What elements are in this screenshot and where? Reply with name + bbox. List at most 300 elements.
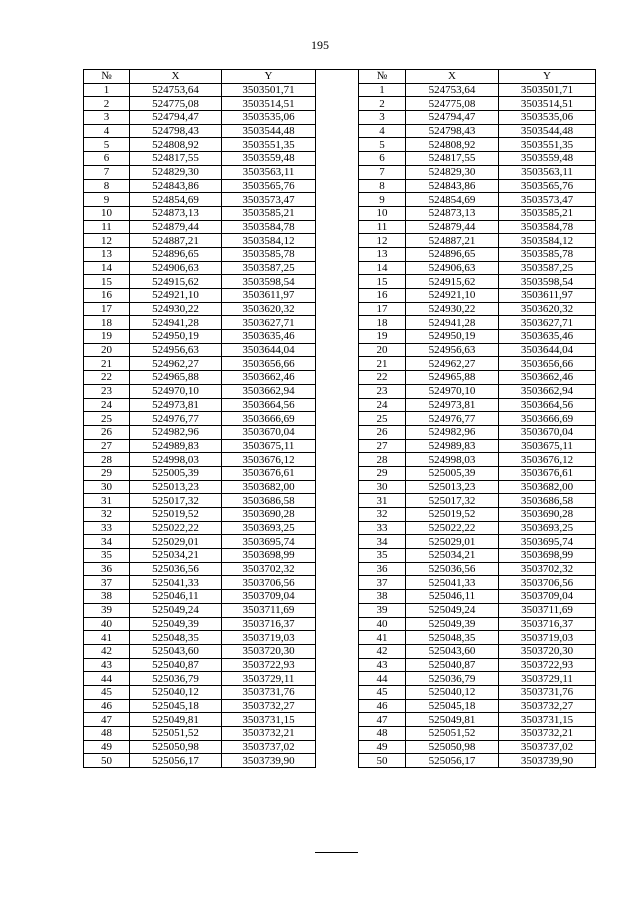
y-cell: 3503666,69 [222, 412, 316, 426]
table-row [359, 740, 596, 754]
x-cell: 525046,11 [130, 590, 222, 604]
x-cell: 524982,96 [406, 425, 499, 439]
x-cell: 525034,21 [130, 549, 222, 563]
y-cell: 3503732,27 [222, 699, 316, 713]
y-cell: 3503695,74 [222, 535, 316, 549]
y-cell: 3503585,78 [222, 247, 316, 261]
table-row [84, 234, 316, 248]
y-cell: 3503565,76 [222, 179, 316, 193]
number-cell: 39 [84, 603, 130, 617]
number-cell: 44 [84, 672, 130, 686]
x-cell: 525040,87 [130, 658, 222, 672]
table-row [359, 494, 596, 508]
x-cell: 524941,28 [130, 316, 222, 330]
table-row [359, 412, 596, 426]
y-cell: 3503731,15 [222, 713, 316, 727]
number-cell: 3 [359, 111, 406, 125]
y-cell: 3503559,48 [222, 152, 316, 166]
table-row [359, 97, 596, 111]
number-cell: 10 [84, 206, 130, 220]
x-cell: 524817,55 [406, 152, 499, 166]
x-cell: 525019,52 [130, 508, 222, 522]
table-row [359, 480, 596, 494]
y-cell: 3503585,78 [499, 247, 596, 261]
table-row [359, 124, 596, 138]
x-cell: 524896,65 [130, 247, 222, 261]
x-cell: 524854,69 [406, 193, 499, 207]
y-cell: 3503693,25 [222, 521, 316, 535]
y-cell: 3503670,04 [499, 425, 596, 439]
y-cell: 3503676,61 [222, 466, 316, 480]
table-gap [315, 69, 358, 853]
number-cell: 6 [84, 152, 130, 166]
x-cell: 525049,24 [130, 603, 222, 617]
x-cell: 525019,52 [406, 508, 499, 522]
x-cell: 525034,21 [406, 549, 499, 563]
y-cell: 3503676,61 [499, 466, 596, 480]
x-cell: 524798,43 [130, 124, 222, 138]
x-cell: 524817,55 [130, 152, 222, 166]
table-row [359, 138, 596, 152]
header-number: № [84, 70, 130, 84]
table-row [359, 179, 596, 193]
y-cell: 3503627,71 [222, 316, 316, 330]
x-cell: 524829,30 [406, 165, 499, 179]
number-cell: 31 [359, 494, 406, 508]
table-row [359, 521, 596, 535]
x-cell: 525050,98 [406, 740, 499, 754]
y-cell: 3503666,69 [499, 412, 596, 426]
y-cell: 3503731,76 [222, 685, 316, 699]
table-row [84, 247, 316, 261]
y-cell: 3503722,93 [222, 658, 316, 672]
y-cell: 3503732,21 [499, 727, 596, 741]
x-cell: 525029,01 [406, 535, 499, 549]
table-row [84, 152, 316, 166]
x-cell: 524962,27 [406, 357, 499, 371]
table-row [84, 398, 316, 412]
x-cell: 525005,39 [406, 466, 499, 480]
x-cell: 525056,17 [130, 754, 222, 768]
table-row [84, 740, 316, 754]
table-row [84, 494, 316, 508]
number-cell: 35 [84, 549, 130, 563]
y-cell: 3503690,28 [499, 508, 596, 522]
number-cell: 1 [359, 83, 406, 97]
x-cell: 524973,81 [406, 398, 499, 412]
number-cell: 50 [359, 754, 406, 768]
x-cell: 525046,11 [406, 590, 499, 604]
x-cell: 525051,52 [406, 727, 499, 741]
number-cell: 28 [84, 453, 130, 467]
number-cell: 31 [84, 494, 130, 508]
x-cell: 525036,56 [130, 562, 222, 576]
y-cell: 3503711,69 [222, 603, 316, 617]
number-cell: 15 [359, 275, 406, 289]
x-cell: 525041,33 [406, 576, 499, 590]
x-cell: 524873,13 [406, 206, 499, 220]
y-cell: 3503682,00 [499, 480, 596, 494]
x-cell: 525045,18 [406, 699, 499, 713]
number-cell: 8 [84, 179, 130, 193]
table-row [84, 384, 316, 398]
x-cell: 525043,60 [130, 644, 222, 658]
table-row [359, 727, 596, 741]
table-row [84, 412, 316, 426]
x-cell: 524854,69 [130, 193, 222, 207]
table-row [84, 508, 316, 522]
table-row [84, 83, 316, 97]
y-cell: 3503635,46 [499, 330, 596, 344]
x-cell: 524808,92 [406, 138, 499, 152]
x-cell: 524950,19 [406, 330, 499, 344]
number-cell: 36 [359, 562, 406, 576]
table-row [84, 576, 316, 590]
number-cell: 25 [359, 412, 406, 426]
number-cell: 2 [359, 97, 406, 111]
x-cell: 525013,23 [406, 480, 499, 494]
number-cell: 42 [84, 644, 130, 658]
x-cell: 525049,81 [406, 713, 499, 727]
y-cell: 3503585,21 [222, 206, 316, 220]
table-row [84, 330, 316, 344]
number-cell: 32 [359, 508, 406, 522]
table-row [359, 165, 596, 179]
table-row [359, 193, 596, 207]
x-cell: 524915,62 [406, 275, 499, 289]
number-cell: 19 [84, 330, 130, 344]
table-row [84, 617, 316, 631]
x-cell: 524906,63 [406, 261, 499, 275]
table-row [359, 234, 596, 248]
number-cell: 13 [84, 247, 130, 261]
number-cell: 23 [84, 384, 130, 398]
x-cell: 524843,86 [406, 179, 499, 193]
number-cell: 43 [359, 658, 406, 672]
header-y: Y [499, 70, 596, 84]
y-cell: 3503731,76 [499, 685, 596, 699]
table-row [84, 549, 316, 563]
table-row [359, 330, 596, 344]
x-cell: 524930,22 [406, 302, 499, 316]
y-cell: 3503627,71 [499, 316, 596, 330]
table-row [84, 480, 316, 494]
table-row [359, 603, 596, 617]
x-cell: 525017,32 [130, 494, 222, 508]
y-cell: 3503662,94 [499, 384, 596, 398]
x-cell: 525049,81 [130, 713, 222, 727]
x-cell: 525040,87 [406, 658, 499, 672]
y-cell: 3503585,21 [499, 206, 596, 220]
table-row [84, 357, 316, 371]
x-cell: 524879,44 [406, 220, 499, 234]
table-row [359, 754, 596, 768]
number-cell: 18 [359, 316, 406, 330]
number-cell: 38 [84, 590, 130, 604]
number-cell: 29 [84, 466, 130, 480]
table-header-row [359, 70, 596, 84]
table-row [359, 699, 596, 713]
x-cell: 524956,63 [406, 343, 499, 357]
y-cell: 3503737,02 [499, 740, 596, 754]
left-coordinates-table [83, 69, 316, 768]
y-cell: 3503675,11 [222, 439, 316, 453]
header-y: Y [222, 70, 316, 84]
y-cell: 3503682,00 [222, 480, 316, 494]
table-row [359, 275, 596, 289]
number-cell: 30 [359, 480, 406, 494]
table-row [84, 453, 316, 467]
number-cell: 41 [359, 631, 406, 645]
y-cell: 3503706,56 [222, 576, 316, 590]
y-cell: 3503559,48 [499, 152, 596, 166]
number-cell: 42 [359, 644, 406, 658]
x-cell: 525013,23 [130, 480, 222, 494]
number-cell: 30 [84, 480, 130, 494]
x-cell: 524775,08 [406, 97, 499, 111]
table-row [359, 466, 596, 480]
table-row [84, 521, 316, 535]
table-row [359, 384, 596, 398]
y-cell: 3503611,97 [499, 289, 596, 303]
y-cell: 3503695,74 [499, 535, 596, 549]
number-cell: 7 [84, 165, 130, 179]
table-row [84, 220, 316, 234]
table-row [359, 289, 596, 303]
y-cell: 3503686,58 [499, 494, 596, 508]
y-cell: 3503598,54 [222, 275, 316, 289]
y-cell: 3503739,90 [222, 754, 316, 768]
y-cell: 3503662,94 [222, 384, 316, 398]
number-cell: 36 [84, 562, 130, 576]
number-cell: 17 [84, 302, 130, 316]
x-cell: 525022,22 [130, 521, 222, 535]
y-cell: 3503573,47 [222, 193, 316, 207]
number-cell: 46 [84, 699, 130, 713]
y-cell: 3503690,28 [222, 508, 316, 522]
y-cell: 3503501,71 [499, 83, 596, 97]
y-cell: 3503551,35 [222, 138, 316, 152]
x-cell: 525036,79 [130, 672, 222, 686]
y-cell: 3503584,78 [499, 220, 596, 234]
table-row [84, 124, 316, 138]
number-cell: 39 [359, 603, 406, 617]
y-cell: 3503514,51 [222, 97, 316, 111]
number-cell: 11 [359, 220, 406, 234]
table-row [84, 371, 316, 385]
y-cell: 3503587,25 [499, 261, 596, 275]
number-cell: 47 [359, 713, 406, 727]
table-row [359, 453, 596, 467]
number-cell: 50 [84, 754, 130, 768]
table-row [359, 247, 596, 261]
x-cell: 525049,39 [406, 617, 499, 631]
number-cell: 2 [84, 97, 130, 111]
number-cell: 37 [359, 576, 406, 590]
y-cell: 3503729,11 [499, 672, 596, 686]
number-cell: 23 [359, 384, 406, 398]
y-cell: 3503686,58 [222, 494, 316, 508]
table-row [84, 193, 316, 207]
y-cell: 3503662,46 [499, 371, 596, 385]
number-cell: 9 [359, 193, 406, 207]
table-row [359, 576, 596, 590]
y-cell: 3503675,11 [499, 439, 596, 453]
x-cell: 524982,96 [130, 425, 222, 439]
table-row [359, 590, 596, 604]
number-cell: 8 [359, 179, 406, 193]
number-cell: 40 [84, 617, 130, 631]
y-cell: 3503698,99 [499, 549, 596, 563]
number-cell: 18 [84, 316, 130, 330]
number-cell: 16 [359, 289, 406, 303]
x-cell: 524962,27 [130, 357, 222, 371]
number-cell: 6 [359, 152, 406, 166]
y-cell: 3503587,25 [222, 261, 316, 275]
number-cell: 26 [84, 425, 130, 439]
x-cell: 524753,64 [406, 83, 499, 97]
x-cell: 524973,81 [130, 398, 222, 412]
x-cell: 524989,83 [130, 439, 222, 453]
y-cell: 3503702,32 [499, 562, 596, 576]
y-cell: 3503676,12 [499, 453, 596, 467]
number-cell: 10 [359, 206, 406, 220]
table-row [359, 302, 596, 316]
number-cell: 13 [359, 247, 406, 261]
table-row [359, 508, 596, 522]
table-row [84, 425, 316, 439]
table-row [84, 261, 316, 275]
table-row [359, 562, 596, 576]
table-row [84, 466, 316, 480]
number-cell: 14 [84, 261, 130, 275]
x-cell: 524808,92 [130, 138, 222, 152]
number-cell: 7 [359, 165, 406, 179]
number-cell: 22 [84, 371, 130, 385]
x-cell: 525040,12 [406, 685, 499, 699]
y-cell: 3503563,11 [222, 165, 316, 179]
table-row [84, 535, 316, 549]
right-coordinates-table [358, 69, 596, 768]
number-cell: 33 [84, 521, 130, 535]
y-cell: 3503563,11 [499, 165, 596, 179]
number-cell: 27 [84, 439, 130, 453]
x-cell: 524950,19 [130, 330, 222, 344]
y-cell: 3503722,93 [499, 658, 596, 672]
y-cell: 3503535,06 [222, 111, 316, 125]
number-cell: 9 [84, 193, 130, 207]
y-cell: 3503693,25 [499, 521, 596, 535]
page-number: 195 [311, 38, 329, 52]
header-x: X [406, 70, 499, 84]
number-cell: 34 [359, 535, 406, 549]
number-cell: 41 [84, 631, 130, 645]
y-cell: 3503698,99 [222, 549, 316, 563]
table-row [359, 111, 596, 125]
number-cell: 11 [84, 220, 130, 234]
y-cell: 3503635,46 [222, 330, 316, 344]
x-cell: 524896,65 [406, 247, 499, 261]
number-cell: 49 [359, 740, 406, 754]
y-cell: 3503611,97 [222, 289, 316, 303]
right-table-body [359, 83, 596, 767]
y-cell: 3503662,46 [222, 371, 316, 385]
number-cell: 12 [84, 234, 130, 248]
y-cell: 3503732,27 [499, 699, 596, 713]
x-cell: 525048,35 [130, 631, 222, 645]
number-cell: 16 [84, 289, 130, 303]
x-cell: 525017,32 [406, 494, 499, 508]
x-cell: 524989,83 [406, 439, 499, 453]
x-cell: 525036,79 [406, 672, 499, 686]
number-cell: 24 [84, 398, 130, 412]
x-cell: 525041,33 [130, 576, 222, 590]
table-row [84, 111, 316, 125]
y-cell: 3503535,06 [499, 111, 596, 125]
left-table-body [84, 83, 316, 767]
number-cell: 15 [84, 275, 130, 289]
x-cell: 524873,13 [130, 206, 222, 220]
table-row [359, 206, 596, 220]
number-cell: 19 [359, 330, 406, 344]
table-row [84, 685, 316, 699]
number-cell: 24 [359, 398, 406, 412]
y-cell: 3503584,12 [222, 234, 316, 248]
table-row [84, 590, 316, 604]
number-cell: 47 [84, 713, 130, 727]
x-cell: 524930,22 [130, 302, 222, 316]
table-row [84, 699, 316, 713]
x-cell: 525050,98 [130, 740, 222, 754]
number-cell: 22 [359, 371, 406, 385]
number-cell: 4 [84, 124, 130, 138]
number-cell: 4 [359, 124, 406, 138]
y-cell: 3503620,32 [499, 302, 596, 316]
number-cell: 38 [359, 590, 406, 604]
number-cell: 32 [84, 508, 130, 522]
table-row [359, 220, 596, 234]
y-cell: 3503706,56 [499, 576, 596, 590]
table-row [84, 439, 316, 453]
number-cell: 17 [359, 302, 406, 316]
number-cell: 5 [84, 138, 130, 152]
y-cell: 3503573,47 [499, 193, 596, 207]
y-cell: 3503620,32 [222, 302, 316, 316]
y-cell: 3503676,12 [222, 453, 316, 467]
x-cell: 524970,10 [130, 384, 222, 398]
table-row [359, 658, 596, 672]
y-cell: 3503501,71 [222, 83, 316, 97]
x-cell: 525005,39 [130, 466, 222, 480]
number-cell: 27 [359, 439, 406, 453]
x-cell: 524956,63 [130, 343, 222, 357]
y-cell: 3503716,37 [222, 617, 316, 631]
number-cell: 1 [84, 83, 130, 97]
y-cell: 3503551,35 [499, 138, 596, 152]
table-row [84, 179, 316, 193]
x-cell: 524879,44 [130, 220, 222, 234]
number-cell: 21 [359, 357, 406, 371]
y-cell: 3503644,04 [222, 343, 316, 357]
number-cell: 20 [84, 343, 130, 357]
x-cell: 525022,22 [406, 521, 499, 535]
x-cell: 524998,03 [406, 453, 499, 467]
x-cell: 524794,47 [406, 111, 499, 125]
y-cell: 3503656,66 [499, 357, 596, 371]
y-cell: 3503731,15 [499, 713, 596, 727]
table-row [359, 425, 596, 439]
y-cell: 3503584,12 [499, 234, 596, 248]
